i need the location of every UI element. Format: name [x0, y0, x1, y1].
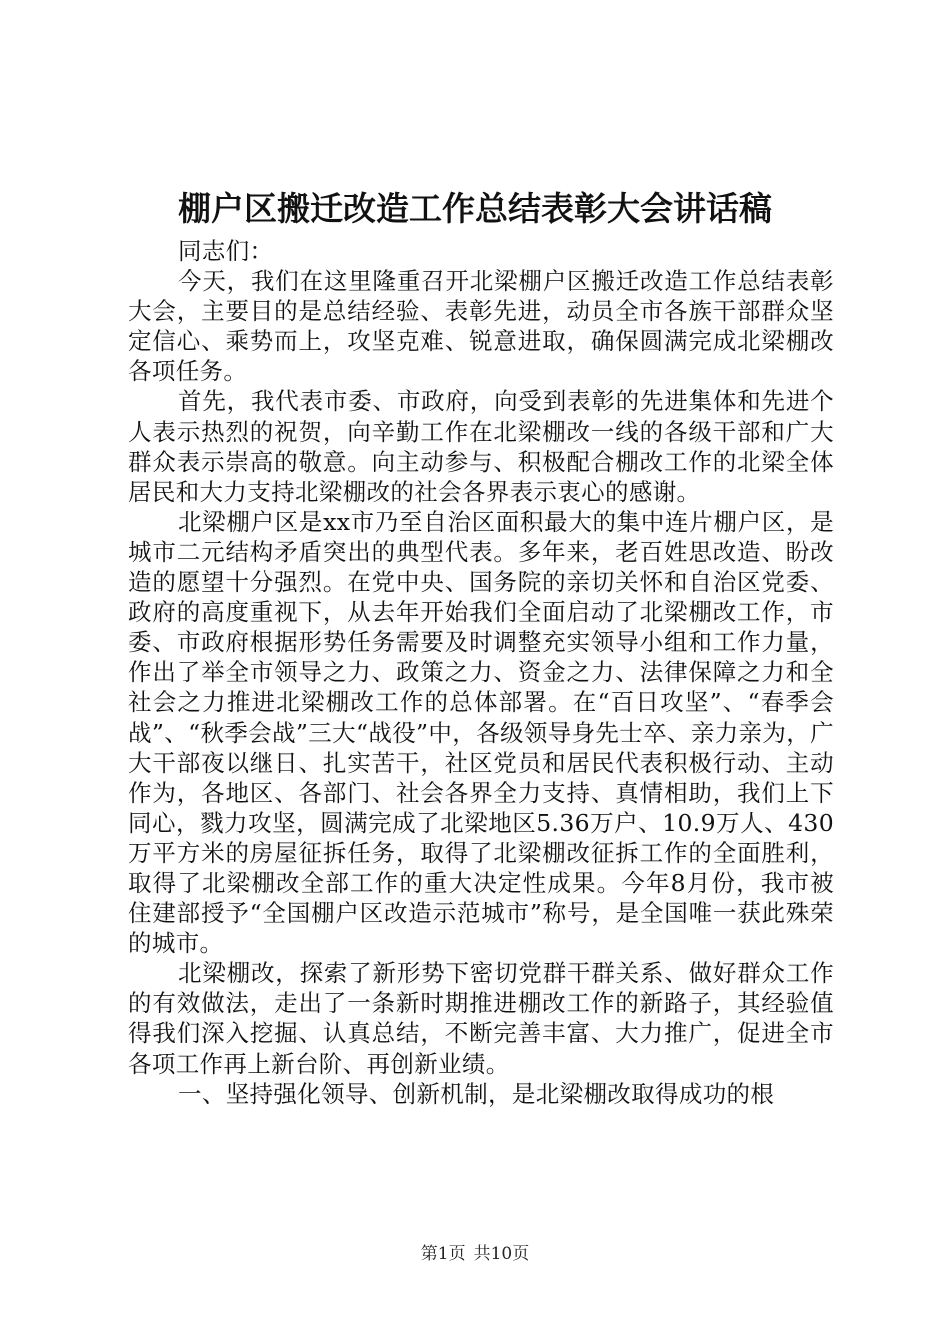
page-footer [0, 1242, 950, 1266]
paragraph: 首先，我代表市委、市政府，向受到表彰的先进集体和先进个人表示热烈的祝贺，向辛勤工作在北梁棚改一线的各级干部和广大群众表示崇高的敬意。向主动参与、积极配合棚改工作的北梁全体居民和大力支持北梁棚改的社会各界表示衷心的感谢。 [128, 387, 834, 506]
salutation: 同志们： [178, 237, 274, 265]
paragraph: 今天，我们在这里隆重召开北梁棚户区搬迁改造工作总结表彰大会，主要目的是总结经验、表彰先进，动员全市各族干部群众坚定信心、乘势而上，攻坚克难、锐意进取，确保圆满完成北梁棚改各项任务。 [128, 267, 834, 386]
page-number: 第1页 [420, 1244, 466, 1264]
paragraph: 一、坚持强化领导、创新机制，是北梁棚改取得成功的根 [178, 1079, 775, 1108]
paragraph: 北梁棚户区是xx市乃至自治区面积最大的集中连片棚户区，是城市二元结构矛盾突出的典型代表。多年来，老百姓思改造、盼改造的愿望十分强烈。在党中央、国务院的亲切关怀和自治区党委、政府的高度重视下，从去年开始我们全面启动了北梁棚改工作，市委、市政府根据形势任务需要及时调整充实领导小组和工作力量，作出了举全市领导之力、政策之力、资金之力、法律保障之力和全社会之力推进北梁棚改工作的总体部署。在“百日攻坚”、“春季会战”、“秋季会战”三大“战役”中，各级领导身先士卒、亲力亲为，广大干部夜以继日、扎实苦干，社区党员和居民代表积极行动、主动作为，各地区、各部门、社会各界全力支持、真情相助，我们上下同心，戮力攻坚，圆满完成了北梁地区5.36万户、10.9万人、430万平方米的房屋征拆任务，取得了北梁棚改征拆工作的全面胜利，取得了北梁棚改全部工作的重大决定性成果。今年8月份，我市被住建部授予“全国棚户区改造示范城市”称号，是全国唯一获此殊荣的城市。 [128, 507, 834, 958]
document-title: 棚户区搬迁改造工作总结表彰大会讲话稿 [178, 189, 772, 228]
page-total: 共10页 [473, 1244, 530, 1264]
paragraph: 北梁棚改，探索了新形势下密切党群干群关系、做好群众工作的有效做法，走出了一条新时期推进棚改工作的新路子，其经验值得我们深入挖掘、认真总结，不断完善丰富、大力推广，促进全市各项工作再上新台阶、再创新业绩。 [128, 959, 834, 1078]
document-body [128, 236, 834, 1109]
